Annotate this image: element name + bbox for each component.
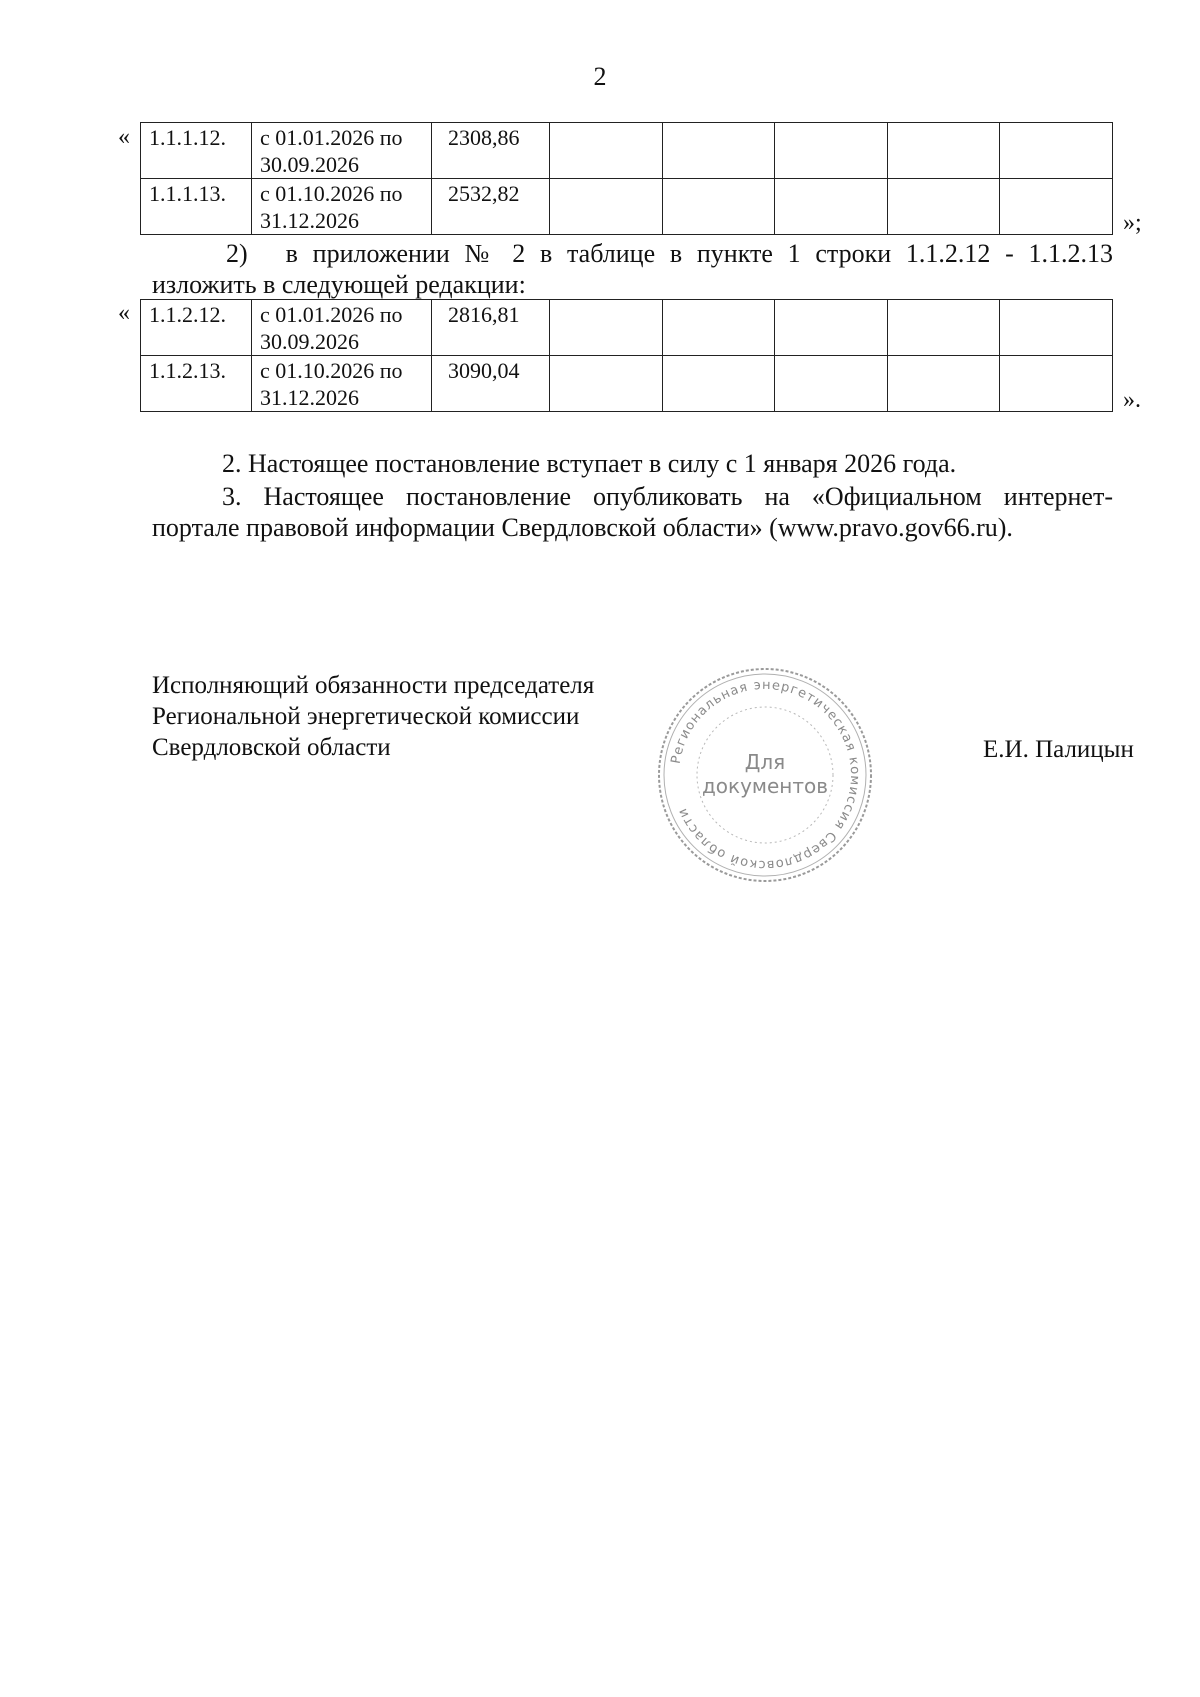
table-cell-period	[252, 123, 432, 179]
table-cell-empty	[662, 123, 775, 179]
seal-ring-text: Региональная энергетическая комиссия Свердловской области	[668, 677, 863, 873]
table-row	[141, 123, 1113, 179]
period-start: с 01.10.2026 по	[260, 358, 403, 383]
table1-open-quote: «	[118, 124, 130, 150]
period-start: с 01.01.2026 по	[260, 302, 403, 327]
period-start: с 01.10.2026 по	[260, 181, 403, 206]
official-seal	[655, 665, 875, 885]
table-cell-empty	[550, 179, 663, 235]
page-number: 2	[593, 62, 607, 91]
signatory-position	[152, 670, 594, 763]
table2	[140, 299, 1113, 412]
table-cell-empty	[775, 300, 888, 356]
clause-2	[152, 448, 1113, 479]
table-cell-empty	[1000, 300, 1113, 356]
signatory-position-line-3: Свердловской области	[152, 734, 391, 761]
table-cell-period	[252, 300, 432, 356]
table-cell-value: 2532,82	[432, 179, 550, 235]
table-cell-num: 1.1.2.13.	[141, 356, 252, 412]
item-2-line-1	[152, 238, 1113, 269]
table-cell-period	[252, 179, 432, 235]
table-cell-empty	[1000, 179, 1113, 235]
table-cell-empty	[887, 300, 1000, 356]
period-end: 31.12.2026	[260, 385, 359, 410]
seal-center-line-2: документов	[701, 774, 829, 798]
period-end: 30.09.2026	[260, 329, 359, 354]
period-start: с 01.01.2026 по	[260, 125, 403, 150]
table-cell-value: 3090,04	[432, 356, 550, 412]
table-cell-empty	[887, 123, 1000, 179]
table-cell-empty	[550, 300, 663, 356]
table-cell-empty	[662, 179, 775, 235]
table-cell-empty	[775, 179, 888, 235]
seal-center-line-1: Для	[744, 750, 786, 774]
clause-3	[152, 481, 1113, 543]
signatory-name: Е.И. Палицын	[983, 736, 1134, 763]
table2-close-quote: ».	[1123, 387, 1141, 413]
period-end: 30.09.2026	[260, 152, 359, 177]
table-cell-empty	[775, 123, 888, 179]
clause-3-line-1: 3. Настоящее постановление опубликовать на «Официальном интернет-	[222, 482, 1113, 511]
table-cell-empty	[550, 356, 663, 412]
table1-close-quote: »;	[1123, 210, 1142, 236]
clause-3-line-2: портале правовой информации Свердловской области» (www.pravo.gov66.ru).	[152, 513, 1013, 542]
table-cell-empty	[887, 356, 1000, 412]
item-2-line-2: изложить в следующей редакции:	[152, 270, 526, 299]
table-cell-empty	[887, 179, 1000, 235]
period-end: 31.12.2026	[260, 208, 359, 233]
signatory-position-line-2: Региональной энергетической комиссии	[152, 703, 580, 730]
item-2-text: в приложении № 2 в таблице в пункте 1 строки 1.1.2.12 - 1.1.2.13	[285, 239, 1113, 268]
table-cell-num: 1.1.2.12.	[141, 300, 252, 356]
table-cell-empty	[662, 356, 775, 412]
table-row	[141, 300, 1113, 356]
clause-2-text: 2. Настоящее постановление вступает в силу с 1 января 2026 года.	[222, 449, 957, 478]
table-cell-empty	[775, 356, 888, 412]
table-cell-value: 2816,81	[432, 300, 550, 356]
table-cell-value: 2308,86	[432, 123, 550, 179]
table-cell-empty	[662, 300, 775, 356]
item-2-paragraph	[152, 238, 1113, 300]
table-row	[141, 356, 1113, 412]
table-cell-num: 1.1.1.12.	[141, 123, 252, 179]
table-row	[141, 179, 1113, 235]
table1	[140, 122, 1113, 235]
table-cell-empty	[550, 123, 663, 179]
table-cell-empty	[1000, 356, 1113, 412]
item-2-marker: 2)	[226, 239, 248, 268]
table-cell-period	[252, 356, 432, 412]
table-cell-num: 1.1.1.13.	[141, 179, 252, 235]
signatory-position-line-1: Исполняющий обязанности председателя	[152, 672, 595, 699]
table2-open-quote: «	[118, 300, 130, 326]
table-cell-empty	[1000, 123, 1113, 179]
